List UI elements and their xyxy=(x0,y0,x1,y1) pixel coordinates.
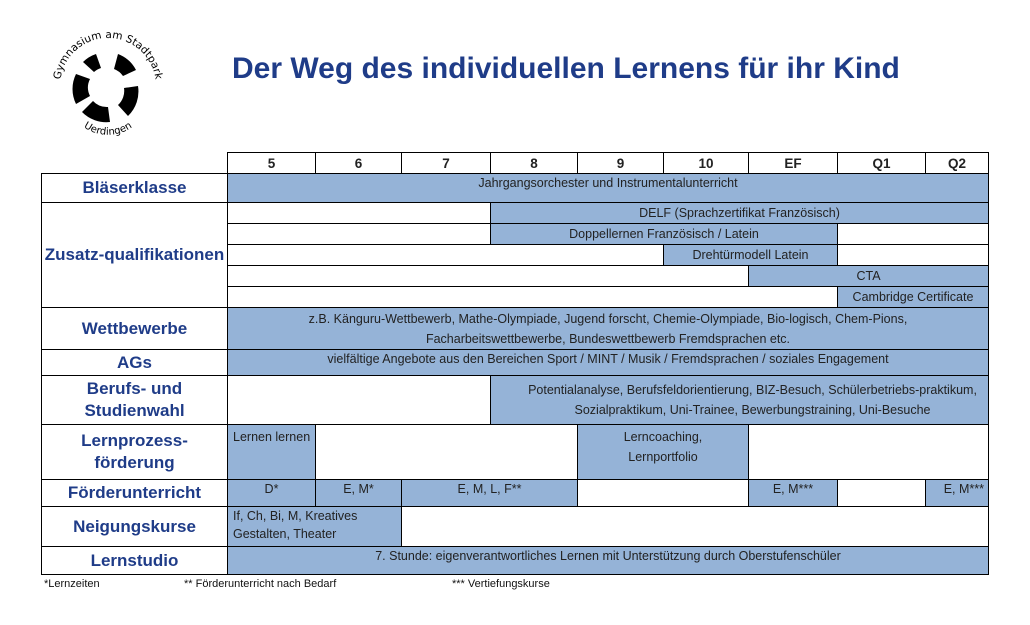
grade-header: 8 xyxy=(491,153,578,174)
footnote-foerderunterricht: ** Förderunterricht nach Bedarf xyxy=(184,578,337,590)
row-label-ags: AGs xyxy=(42,350,228,376)
page-title: Der Weg des individuellen Lernens für ihr Kind xyxy=(232,52,900,85)
footnote-vertiefungskurse: *** Vertiefungskurse xyxy=(452,578,550,590)
empty-cell xyxy=(228,245,664,266)
row-wettbewerbe xyxy=(42,308,989,350)
row-label-lernstudio: Lernstudio xyxy=(42,547,228,575)
neigung-cell: If, Ch, Bi, M, Kreatives Gestalten, Theater xyxy=(228,507,402,547)
empty-cell xyxy=(228,376,491,425)
logo-ring-segment xyxy=(82,101,110,122)
ags-cell: vielfältige Angebote aus den Bereichen Sport / MINT / Musik / Fremdsprachen / soziales Engagement xyxy=(228,350,989,376)
empty-cell xyxy=(402,507,989,547)
cta-cell: CTA xyxy=(749,266,989,287)
grade-header: 7 xyxy=(402,153,491,174)
empty-cell xyxy=(578,480,749,507)
row-label-beruf: Berufs- und Studienwahl xyxy=(42,376,228,425)
lernen-lernen-cell: Lernen lernen xyxy=(228,425,316,480)
grade-header: Q1 xyxy=(838,153,926,174)
grade-header: 5 xyxy=(228,153,316,174)
logo-bottom-text: Uerdingen xyxy=(82,120,134,138)
empty-cell xyxy=(838,224,989,245)
row-label-wettbewerbe: Wettbewerbe xyxy=(42,308,228,350)
wettbewerbe-cell: z.B. Känguru-Wettbewerb, Mathe-Olympiade, Jugend forscht, Chemie-Olympiade, Bio-logisch, Chem-Pions, Facharbeitswettbewerbe, Bundeswettbewerb Fremdsprachen etc. xyxy=(228,308,989,350)
lerncoaching-cell: Lerncoaching, Lernportfolio xyxy=(578,425,749,480)
row-neigung xyxy=(42,507,989,547)
row-blaeserklasse xyxy=(42,174,989,203)
foerder-cell: E, M*** xyxy=(926,480,989,507)
logo-ring-segment xyxy=(83,54,101,72)
row-lernstudio xyxy=(42,547,989,575)
empty-cell xyxy=(838,480,926,507)
row-label-neigung: Neigungskurse xyxy=(42,507,228,547)
grade-header: Q2 xyxy=(926,153,989,174)
grade-header: EF xyxy=(749,153,838,174)
beruf-cell: Potentialanalyse, Berufsfeldorientierung, BIZ-Besuch, Schülerbetriebs-praktikum, Sozialpraktikum, Uni-Trainee, Bewerbungstraining, Uni-Besuche xyxy=(491,376,989,425)
row-ags xyxy=(42,350,989,376)
row-zusatz-delf xyxy=(42,203,989,224)
corner-cell xyxy=(42,153,228,174)
foerder-cell: E, M, L, F** xyxy=(402,480,578,507)
logo-ring-segment xyxy=(118,86,138,116)
blaeserklasse-cell: Jahrgangsorchester und Instrumentalunterricht xyxy=(228,174,989,203)
lernstudio-cell: 7. Stunde: eigenverantwortliches Lernen mit Unterstützung durch Oberstufenschüler xyxy=(228,547,989,575)
logo-ring-segment xyxy=(73,74,90,104)
empty-cell xyxy=(749,425,989,480)
grade-header-row xyxy=(42,153,989,174)
logo-ring-segment xyxy=(114,54,136,76)
row-label-foerder: Förderunterricht xyxy=(42,480,228,507)
drehtuermodell-cell: Drehtürmodell Latein xyxy=(664,245,838,266)
row-label-zusatz: Zusatz-qualifikationen xyxy=(42,203,228,308)
row-label-lernprozess: Lernprozess-förderung xyxy=(42,425,228,480)
row-foerder xyxy=(42,480,989,507)
row-label-blaeserklasse: Bläserklasse xyxy=(42,174,228,203)
empty-cell xyxy=(228,224,491,245)
foerder-cell: E, M* xyxy=(316,480,402,507)
grade-header: 10 xyxy=(664,153,749,174)
empty-cell xyxy=(228,266,749,287)
cambridge-cell: Cambridge Certificate xyxy=(838,287,989,308)
grade-header: 9 xyxy=(578,153,664,174)
learning-path-table xyxy=(41,152,989,575)
foerder-cell: D* xyxy=(228,480,316,507)
row-lernprozess xyxy=(42,425,989,480)
school-logo xyxy=(38,16,176,142)
empty-cell xyxy=(228,287,838,308)
empty-cell xyxy=(316,425,578,480)
logo-ring-icon xyxy=(73,54,139,122)
logo-top-text: Gymnasium am Stadtpark xyxy=(51,28,165,81)
delf-cell: DELF (Sprachzertifikat Französisch) xyxy=(491,203,989,224)
footnote-lernzeiten: *Lernzeiten xyxy=(44,578,100,590)
doppellernen-cell: Doppellernen Französisch / Latein xyxy=(491,224,838,245)
grade-header: 6 xyxy=(316,153,402,174)
empty-cell xyxy=(228,203,491,224)
empty-cell xyxy=(838,245,989,266)
foerder-cell: E, M*** xyxy=(749,480,838,507)
row-beruf xyxy=(42,376,989,425)
